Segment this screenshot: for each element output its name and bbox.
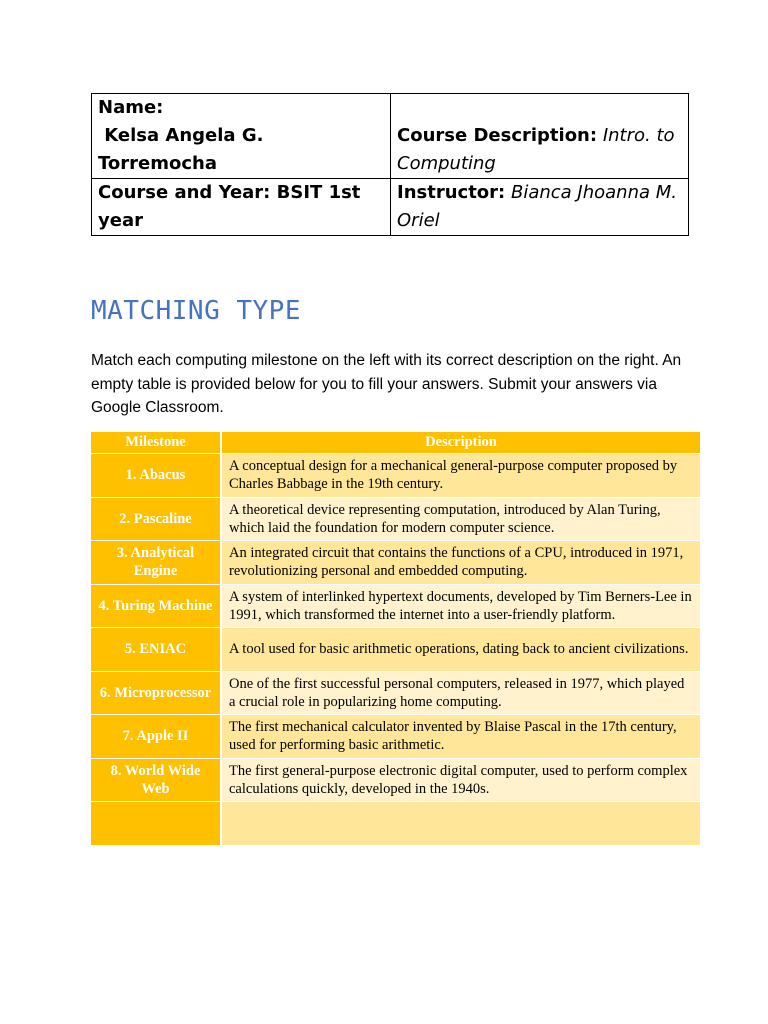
course-description-value: Intro. to xyxy=(602,125,675,146)
milestone-column-header: Milestone xyxy=(91,432,221,454)
milestone-cell: 6. Microprocessor xyxy=(91,671,221,715)
course-year-line2: year xyxy=(98,210,143,231)
description-cell: An integrated circuit that contains the functions of a CPU, introduced in 1971, revolutionizing personal and embedded computing. xyxy=(221,541,700,585)
course-description-cell xyxy=(391,94,689,179)
course-year-label: Course and Year: BSIT 1st xyxy=(98,182,361,203)
instructor-cell xyxy=(391,179,689,236)
instructions-text: Match each computing milestone on the left with its correct description on the right. An empty table is provided below for you to fill your answers. Submit your answers via Google Classroom. xyxy=(91,352,682,416)
description-cell: A tool used for basic arithmetic operations, dating back to ancient civilizations. xyxy=(221,628,700,672)
milestone-cell: 7. Apple II xyxy=(91,715,221,759)
description-cell-empty[interactable] xyxy=(221,802,700,846)
milestone-cell: 1. Abacus xyxy=(91,454,221,498)
name-cell xyxy=(92,94,391,179)
milestone-cell: 3. Analytical Engine xyxy=(91,541,221,585)
student-name: Kelsa Angela G. Torremocha xyxy=(98,125,264,174)
table-row-empty xyxy=(91,802,700,846)
course-year-cell xyxy=(92,179,391,236)
section-title: MATCHING TYPE xyxy=(91,296,301,326)
description-cell: The first mechanical calculator invented by Blaise Pascal in the 17th century, used for performing basic arithmetic. xyxy=(221,715,700,759)
milestone-cell: 2. Pascaline xyxy=(91,497,221,541)
matching-table xyxy=(91,432,700,846)
milestone-cell: 4. Turing Machine xyxy=(91,584,221,628)
description-column-header: Description xyxy=(221,432,700,454)
table-row xyxy=(91,454,700,498)
instructor-value: Bianca Jhoanna M. xyxy=(510,182,678,203)
milestone-cell: 5. ENIAC xyxy=(91,628,221,672)
description-cell: A theoretical device representing computation, introduced by Alan Turing, which laid the foundation for modern computer science. xyxy=(221,497,700,541)
table-row xyxy=(91,715,700,759)
instructor-value-line2: Oriel xyxy=(397,210,440,231)
description-cell: A system of interlinked hypertext documents, developed by Tim Berners-Lee in 1991, which transformed the internet into a user-friendly platform. xyxy=(221,584,700,628)
table-row xyxy=(91,541,700,585)
name-label: Name: xyxy=(98,97,164,118)
table-row xyxy=(91,497,700,541)
description-cell: One of the first successful personal computers, released in 1977, which played a crucial role in popularizing home computing. xyxy=(221,671,700,715)
course-description-label: Course Description: xyxy=(397,125,598,146)
table-row xyxy=(91,758,700,802)
description-cell: The first general-purpose electronic digital computer, used to perform complex calculations quickly, developed in the 1940s. xyxy=(221,758,700,802)
milestone-cell-empty[interactable] xyxy=(91,802,221,846)
table-row xyxy=(91,671,700,715)
instructor-label: Instructor: xyxy=(397,182,506,203)
description-cell: A conceptual design for a mechanical general-purpose computer proposed by Charles Babbage in the 19th century. xyxy=(221,454,700,498)
table-row xyxy=(91,584,700,628)
milestone-cell: 8. World Wide Web xyxy=(91,758,221,802)
course-description-value-line2: Computing xyxy=(397,153,496,174)
student-info-table xyxy=(91,93,689,236)
table-row xyxy=(91,628,700,672)
